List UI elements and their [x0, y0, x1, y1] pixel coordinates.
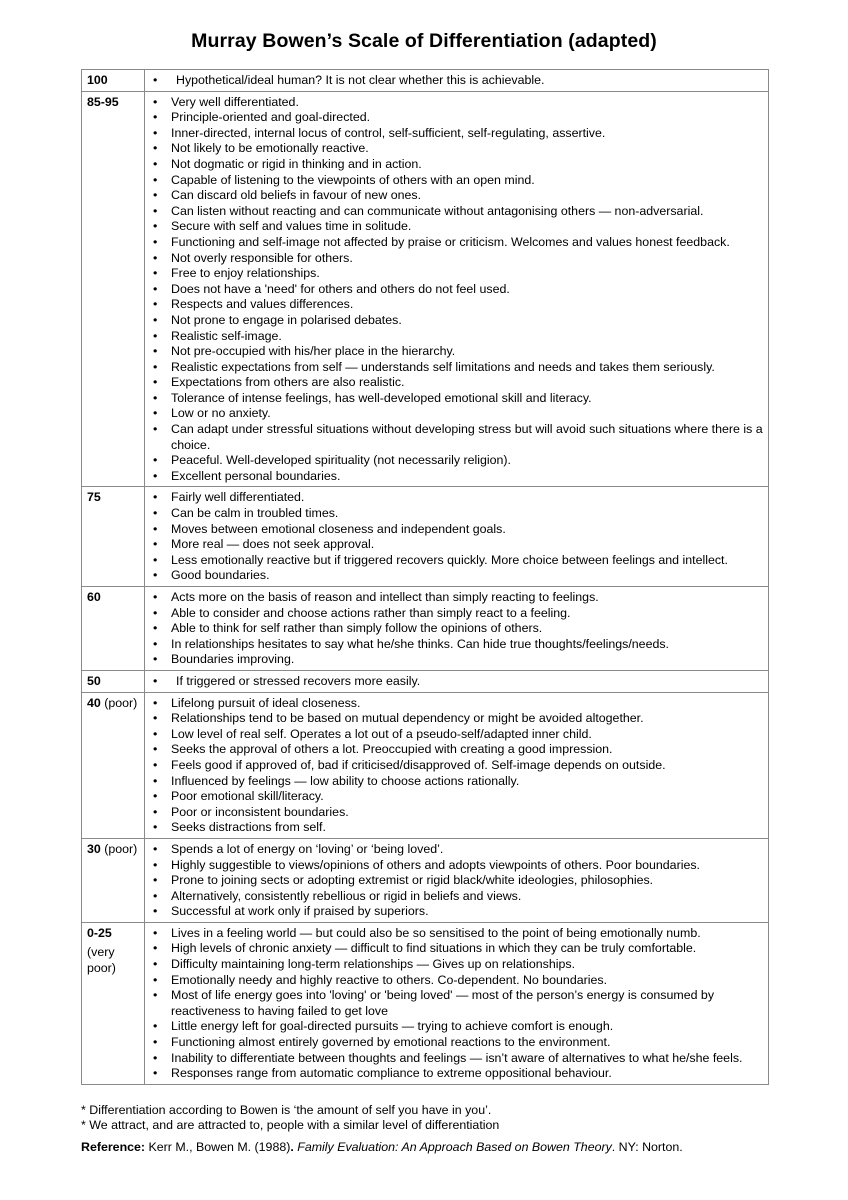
reference-period: .: [290, 1139, 294, 1154]
trait-item: • Peaceful. Well-developed spirituality (not necessarily religion).: [150, 453, 763, 469]
trait-item: • Free to enjoy relationships.: [150, 266, 763, 282]
trait-item: • Little energy left for goal-directed pursuits — trying to achieve comfort is enough.: [150, 1019, 763, 1035]
scale-row: [82, 70, 769, 92]
trait-item: • Low level of real self. Operates a lot out of a pseudo-self/adapted inner child.: [150, 727, 763, 743]
reference-book-title: Family Evaluation: An Approach Based on Bowen Theory: [297, 1139, 612, 1154]
trait-item: • Capable of listening to the viewpoints of others with an open mind.: [150, 173, 763, 189]
trait-item: • Respects and values differences.: [150, 297, 763, 313]
trait-item: • Lifelong pursuit of ideal closeness.: [150, 696, 763, 712]
trait-item: • Functioning and self-image not affected by praise or criticism. Welcomes and values honest feedback.: [150, 235, 763, 251]
trait-item: • Successful at work only if praised by superiors.: [150, 904, 763, 920]
scale-row: [82, 91, 769, 487]
trait-list: [150, 842, 763, 920]
trait-item: • If triggered or stressed recovers more easily.: [150, 674, 763, 690]
description-cell: [145, 670, 769, 692]
description-cell: [145, 692, 769, 838]
trait-item: • Spends a lot of energy on ‘loving’ or ‘being loved’.: [150, 842, 763, 858]
trait-item: • Relationships tend to be based on mutual dependency or might be avoided altogether.: [150, 711, 763, 727]
page-title: Murray Bowen’s Scale of Differentiation (adapted): [191, 30, 657, 52]
level-cell: [82, 670, 145, 692]
trait-item: • Inability to differentiate between thoughts and feelings — isn’t aware of alternatives to what he/she feels.: [150, 1051, 763, 1067]
trait-item: • Realistic self-image.: [150, 329, 763, 345]
trait-item: • Good boundaries.: [150, 568, 763, 584]
notes-section: [81, 1103, 781, 1155]
footnote: * We attract, and are attracted to, people with a similar level of differentiation: [81, 1118, 500, 1133]
trait-item: • Excellent personal boundaries.: [150, 469, 763, 485]
trait-item: • Fairly well differentiated.: [150, 490, 763, 506]
level-cell: [82, 922, 145, 1084]
trait-item: • Alternatively, consistently rebellious or rigid in beliefs and views.: [150, 889, 763, 905]
trait-item: • Can adapt under stressful situations without developing stress but will avoid such situations where there is a choice.: [150, 422, 763, 453]
trait-item: • Acts more on the basis of reason and intellect than simply reacting to feelings.: [150, 590, 763, 606]
trait-list: [150, 926, 763, 1082]
level-value: 100: [87, 73, 108, 87]
trait-item: • Tolerance of intense feelings, has well-developed emotional skill and literacy.: [150, 391, 763, 407]
description-cell: [145, 487, 769, 587]
scale-row: [82, 587, 769, 671]
trait-item: • Prone to joining sects or adopting extremist or rigid black/white ideologies, philosophies.: [150, 873, 763, 889]
scale-row: [82, 692, 769, 838]
trait-item: • High levels of chronic anxiety — difficult to find situations in which they can be truly comfortable.: [150, 941, 763, 957]
trait-item: • Not overly responsible for others.: [150, 251, 763, 267]
trait-list: [150, 696, 763, 836]
level-note: (very poor): [87, 945, 116, 976]
level-note: (poor): [104, 695, 138, 710]
trait-item: • Boundaries improving.: [150, 652, 763, 668]
level-cell: [82, 70, 145, 92]
footnote: * Differentiation according to Bowen is ‘the amount of self you have in you’.: [81, 1103, 492, 1117]
level-value: 30: [87, 841, 101, 856]
scale-row: [82, 670, 769, 692]
trait-item: • Responses range from automatic compliance to extreme oppositional behaviour.: [150, 1066, 763, 1082]
level-cell: [82, 587, 145, 671]
trait-item: • Moves between emotional closeness and independent goals.: [150, 522, 763, 538]
trait-list: [150, 73, 763, 89]
trait-item: • Principle-oriented and goal-directed.: [150, 110, 763, 126]
trait-item: • Influenced by feelings — low ability to choose actions rationally.: [150, 774, 763, 790]
scale-row: [82, 922, 769, 1084]
description-cell: [145, 587, 769, 671]
scale-row: [82, 487, 769, 587]
reference: [81, 1140, 781, 1155]
trait-item: • Expectations from others are also realistic.: [150, 375, 763, 391]
trait-item: • Highly suggestible to views/opinions of others and adopts viewpoints of others. Poor boundaries.: [150, 858, 763, 874]
scale-row: [82, 838, 769, 922]
level-note: (poor): [104, 841, 138, 856]
trait-item: • Not likely to be emotionally reactive.: [150, 141, 763, 157]
trait-item: • Able to think for self rather than simply follow the opinions of others.: [150, 621, 763, 637]
trait-item: • Difficulty maintaining long-term relationships — Gives up on relationships.: [150, 957, 763, 973]
trait-item: • Very well differentiated.: [150, 95, 763, 111]
trait-item: • Does not have a 'need' for others and others do not feel used.: [150, 282, 763, 298]
trait-list: [150, 590, 763, 668]
trait-item: • Emotionally needy and highly reactive to others. Co-dependent. No boundaries.: [150, 973, 763, 989]
level-value: 50: [87, 673, 101, 688]
level-cell: [82, 692, 145, 838]
trait-item: • Lives in a feeling world — but could also be so sensitised to the point of being emotionally numb.: [150, 926, 763, 942]
description-cell: [145, 70, 769, 92]
trait-item: • Poor emotional skill/literacy.: [150, 789, 763, 805]
trait-item: • Can be calm in troubled times.: [150, 506, 763, 522]
trait-item: • Less emotionally reactive but if triggered recovers quickly. More choice between feelings and intellect.: [150, 553, 763, 569]
level-value: 0-25: [87, 925, 112, 940]
trait-list: [150, 95, 763, 485]
trait-item: • More real — does not seek approval.: [150, 537, 763, 553]
trait-item: • Secure with self and values time in solitude.: [150, 219, 763, 235]
level-cell: [82, 91, 145, 487]
level-value: 75: [87, 490, 101, 505]
reference-publisher: . NY: Norton.: [611, 1139, 683, 1154]
reference-label: Reference:: [81, 1139, 146, 1154]
level-value: 40: [87, 695, 101, 710]
scale-table-body: [82, 70, 769, 1085]
trait-list: [150, 490, 763, 584]
trait-item: • Seeks distractions from self.: [150, 820, 763, 836]
level-cell: [82, 487, 145, 587]
trait-item: • Realistic expectations from self — understands self limitations and needs and takes them seriously.: [150, 360, 763, 376]
description-cell: [145, 91, 769, 487]
trait-item: • Functioning almost entirely governed by emotional reactions to the environment.: [150, 1035, 763, 1051]
trait-item: • Not dogmatic or rigid in thinking and in action.: [150, 157, 763, 173]
trait-item: • Seeks the approval of others a lot. Preoccupied with creating a good impression.: [150, 742, 763, 758]
trait-item: • Able to consider and choose actions rather than simply react to a feeling.: [150, 606, 763, 622]
trait-item: • Can discard old beliefs in favour of new ones.: [150, 188, 763, 204]
level-cell: [82, 838, 145, 922]
trait-item: • Most of life energy goes into 'loving' or 'being loved' — most of the person’s energy is consumed by reactiveness to having failed to get love: [150, 988, 763, 1019]
trait-item: • In relationships hesitates to say what he/she thinks. Can hide true thoughts/feelings/needs.: [150, 637, 763, 653]
trait-item: • Not prone to engage in polarised debates.: [150, 313, 763, 329]
description-cell: [145, 838, 769, 922]
description-cell: [145, 922, 769, 1084]
reference-authors: Kerr M., Bowen M. (1988): [148, 1139, 291, 1154]
trait-item: • Can listen without reacting and can communicate without antagonising others — non-adversarial.: [150, 204, 763, 220]
trait-item: • Low or no anxiety.: [150, 406, 763, 422]
level-value: 85-95: [87, 94, 119, 109]
trait-item: • Inner-directed, internal locus of control, self-sufficient, self-regulating, assertive.: [150, 126, 763, 142]
trait-list: [150, 674, 763, 690]
trait-item: • Feels good if approved of, bad if criticised/disapproved of. Self-image depends on outside.: [150, 758, 763, 774]
trait-item: • Hypothetical/ideal human? It is not clear whether this is achievable.: [150, 73, 763, 89]
differentiation-scale-table: [81, 69, 769, 1085]
trait-item: • Not pre-occupied with his/her place in the hierarchy.: [150, 344, 763, 360]
trait-item: • Poor or inconsistent boundaries.: [150, 805, 763, 821]
level-value: 60: [87, 590, 101, 604]
